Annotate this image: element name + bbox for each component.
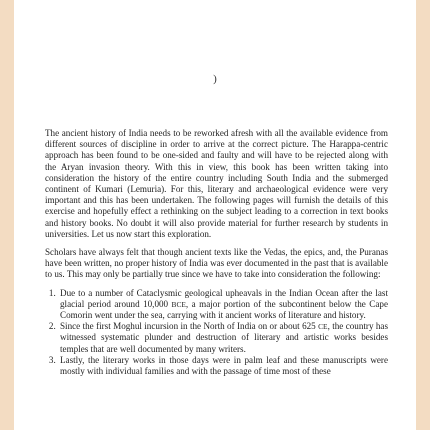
paragraph-scholars: Scholars have always felt that though ancient texts like the Vedas, the epics, and, the Puranas have been written, no proper history of India was ever documented in the past that is available to us. This may only be partially true since we have to take into consideration the following: xyxy=(45,247,388,280)
numbered-list xyxy=(45,288,388,378)
list-item: 1. Due to a number of Cataclysmic geological upheavals in the Indian Ocean after the last glacial period around 10,000 BCE, a major portion of the subcontinent below the Cape Comorin went under the sea, carrying with it ancient works of literature and history. xyxy=(58,288,388,322)
paragraph-intro: The ancient history of India needs to be reworked afresh with all the available evidence from different sources of discipline in order to arrive at the correct picture. The Harappa-centric approach has been found to be one-sided and faulty and will have to be rejected along with the Aryan invasion theory. With this in view, this book has been written taking into consideration the history of the entire country including South India and the submerged continent of Kumari (Lemuria). For this, literary and archaeological evidence were very important and this has been undertaken. The following pages will furnish the details of this exercise and hopefully effect a rethinking on the subject leading to a correction in text books and history books. No doubt it will also provide material for further research by students in universities. Let us now start this exploration. xyxy=(45,128,388,239)
list-item: 2. Since the first Moghul incursion in the North of India on or about 625 CE, the country has witnessed systematic plunder and destruction of literary and artistic works besides temples that are well documented by many writers. xyxy=(58,321,388,355)
page-glyph: ) xyxy=(213,73,217,85)
list-item: 3. Lastly, the literary works in those days were in palm leaf and these manuscripts were mostly with individual families and with the passage of time most of these xyxy=(58,355,388,377)
book-page xyxy=(14,0,416,430)
page-body xyxy=(45,128,388,377)
